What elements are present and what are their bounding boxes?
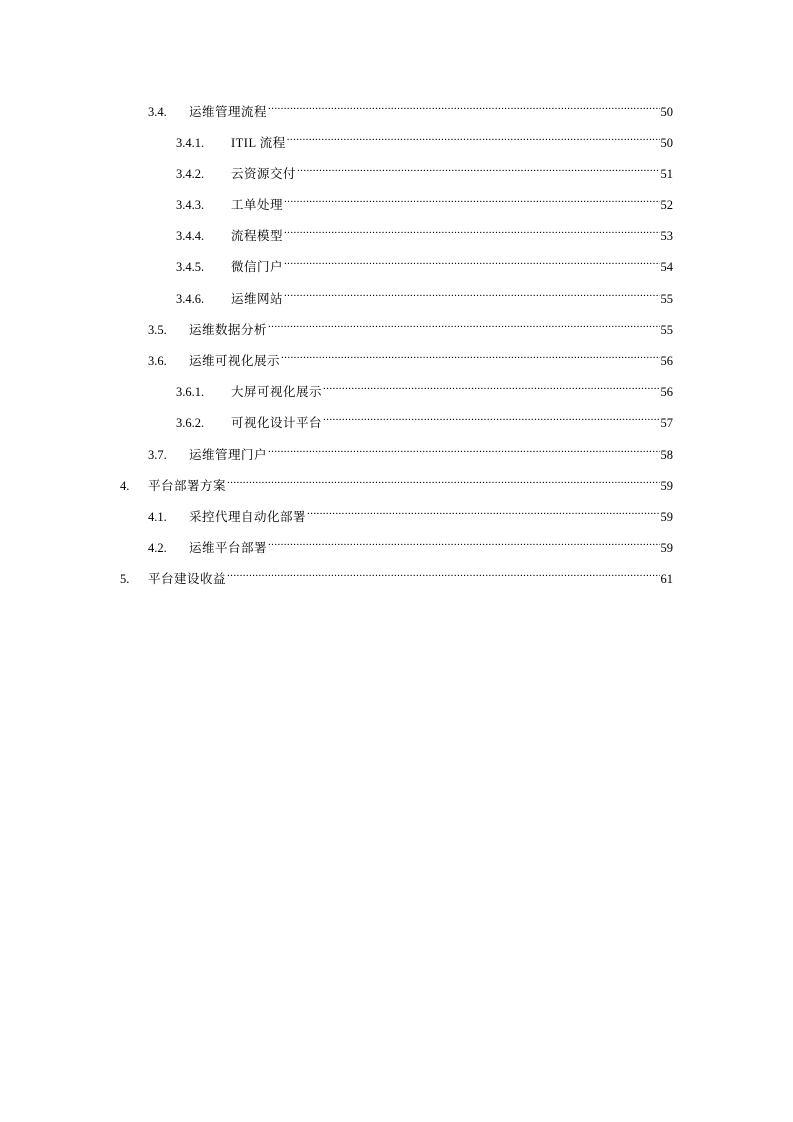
toc-entry-3-4-3[interactable] (176, 189, 673, 212)
toc-entry-title: 运维管理门户 (189, 448, 268, 462)
toc-entry-page: 56 (660, 354, 673, 368)
toc-entry-number: 3.4.4. (176, 229, 205, 243)
toc-entry-number: 3.7. (148, 448, 167, 462)
toc-entry-page: 61 (660, 572, 673, 586)
toc-entry-page: 51 (660, 167, 673, 181)
toc-entry-number: 3.4.1. (176, 136, 205, 150)
dot-leader (281, 345, 659, 365)
toc-entry-page: 58 (660, 448, 673, 462)
toc-entry-3-4-5[interactable] (176, 251, 673, 274)
toc-entry-title: ITIL 流程 (231, 136, 286, 150)
toc-entry-title: 运维可视化展示 (189, 354, 281, 368)
toc-entry-4[interactable] (120, 470, 673, 493)
toc-entry-number: 4.2. (148, 541, 167, 555)
toc-entry-number: 3.6.1. (176, 385, 205, 399)
dot-leader (284, 189, 659, 209)
toc-entry-3-4-1[interactable] (176, 127, 673, 150)
toc-entry-title: 运维管理流程 (189, 105, 268, 119)
toc-entry-page: 55 (660, 292, 673, 306)
toc-entry-number: 3.4.2. (176, 167, 205, 181)
toc-entry-3-4-6[interactable] (176, 283, 673, 306)
dot-leader (284, 283, 659, 303)
toc-entry-3-4-4[interactable] (176, 220, 673, 243)
toc-entry-title: 运维平台部署 (189, 541, 268, 555)
toc-entry-number: 3.4. (148, 105, 167, 119)
toc-entry-title: 平台建设收益 (148, 572, 227, 586)
dot-leader (227, 563, 659, 583)
toc-entry-page: 50 (660, 136, 673, 150)
toc-entry-title: 可视化设计平台 (231, 416, 323, 430)
toc-entry-number: 3.6. (148, 354, 167, 368)
toc-entry-page: 57 (660, 416, 673, 430)
dot-leader (268, 532, 659, 552)
toc-entry-title: 运维数据分析 (189, 323, 268, 337)
toc-entry-3-4[interactable] (148, 96, 673, 119)
toc-entry-number: 3.4.5. (176, 260, 205, 274)
toc-entry-page: 54 (660, 260, 673, 274)
toc-entry-page: 50 (660, 105, 673, 119)
dot-leader (227, 470, 659, 490)
toc-entry-number: 3.4.6. (176, 292, 205, 306)
toc-entry-number: 4.1. (148, 510, 167, 524)
toc-entry-title: 流程模型 (231, 229, 284, 243)
toc-entry-number: 3.4.3. (176, 198, 205, 212)
toc-entry-title: 平台部署方案 (148, 479, 227, 493)
toc-entry-page: 53 (660, 229, 673, 243)
dot-leader (287, 127, 660, 147)
dot-leader (323, 376, 659, 396)
toc-entry-4-2[interactable] (148, 532, 673, 555)
dot-leader (268, 439, 659, 459)
toc-entry-title: 大屏可视化展示 (231, 385, 323, 399)
toc-entry-3-7[interactable] (148, 439, 673, 462)
dot-leader (307, 501, 659, 521)
toc-entry-3-5[interactable] (148, 314, 673, 337)
dot-leader (268, 314, 659, 334)
toc-entry-page: 59 (660, 510, 673, 524)
toc-entry-number: 5. (120, 572, 130, 586)
toc-entry-number: 3.5. (148, 323, 167, 337)
dot-leader (268, 96, 659, 116)
dot-leader (284, 251, 659, 271)
toc-entry-page: 59 (660, 479, 673, 493)
toc-entry-title: 云资源交付 (231, 167, 297, 181)
toc-entry-3-6-2[interactable] (176, 407, 673, 430)
toc-entry-3-6-1[interactable] (176, 376, 673, 399)
toc-entry-number: 3.6.2. (176, 416, 205, 430)
toc-entry-4-1[interactable] (148, 501, 673, 524)
toc-entry-page: 59 (660, 541, 673, 555)
toc-entry-number: 4. (120, 479, 130, 493)
toc-entry-page: 55 (660, 323, 673, 337)
dot-leader (297, 158, 659, 178)
toc-entry-3-6[interactable] (148, 345, 673, 368)
toc-entry-title: 运维网站 (231, 292, 284, 306)
toc-entry-title: 微信门户 (231, 260, 284, 274)
toc-entry-3-4-2[interactable] (176, 158, 673, 181)
toc-entry-5[interactable] (120, 563, 673, 586)
toc-entry-title: 采控代理自动化部署 (189, 510, 307, 524)
toc-entry-page: 56 (660, 385, 673, 399)
dot-leader (284, 220, 659, 240)
dot-leader (323, 407, 659, 427)
toc-entry-page: 52 (660, 198, 673, 212)
toc-entry-title: 工单处理 (231, 198, 284, 212)
